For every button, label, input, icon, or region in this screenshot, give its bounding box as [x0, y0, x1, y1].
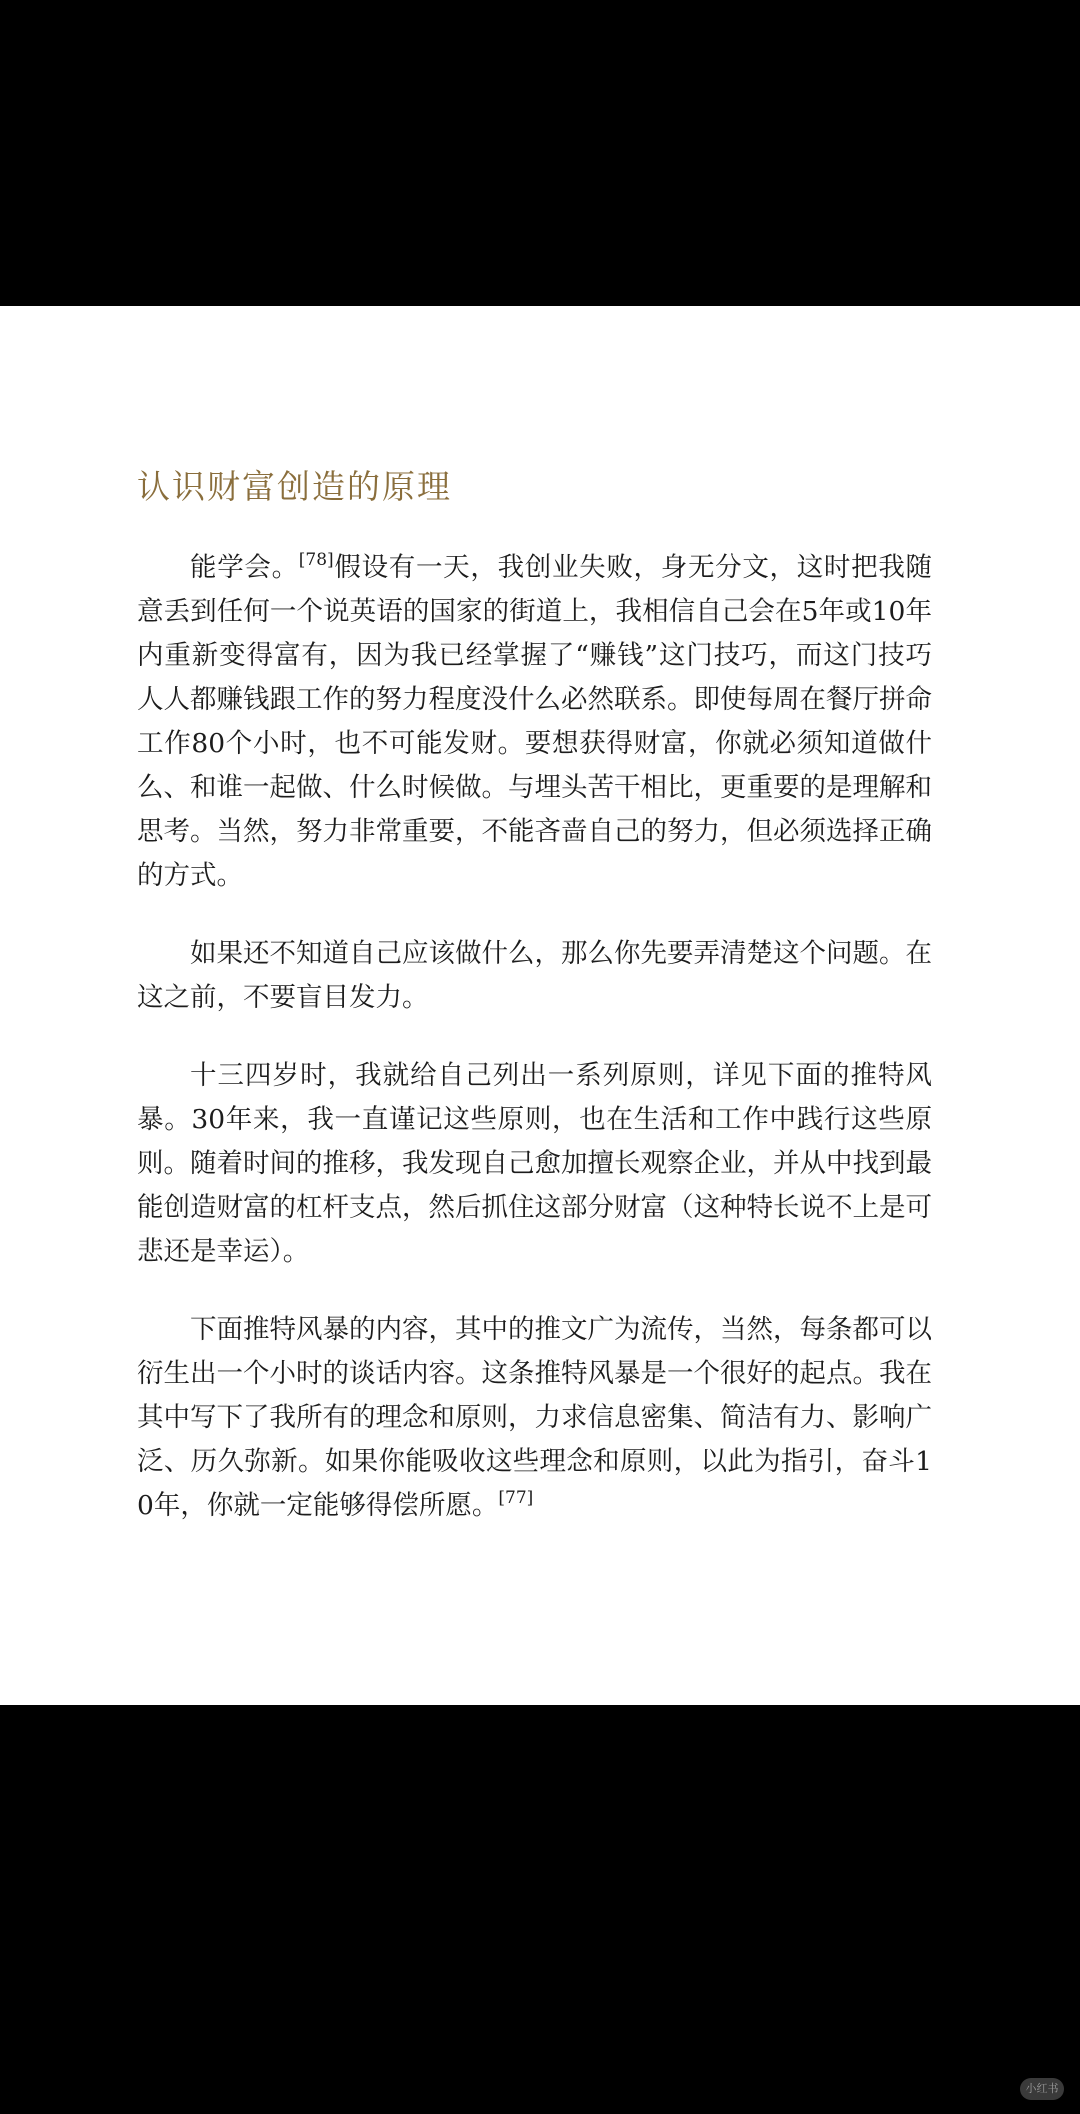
text-run: 假设有一天，我创业失败，身无分文，这时把我随意丢到任何一个说英语的国家的街道上，我相信自己会在5年或10年内重新变得富有，因为我已经掌握了“赚钱”这门技巧，而这门技巧人人都赚钱跟工作的努力程度没什么必然联系。即使每周在餐厅拼命工作80个小时，也不可能发财。要想获得财富，你就必须知道做什么、和谁一起做、什么时候做。与埋头苦干相比，更重要的是理解和思考。当然，努力非常重要，不能吝啬自己的努力，但必须选择正确的方式。: [137, 552, 933, 891]
paragraph-2: [137, 932, 932, 1020]
text-run: 如果还不知道自己应该做什么，那么你先要弄清楚这个问题。在这之前，不要盲目发力。: [137, 938, 932, 1013]
paragraph-3: [137, 1054, 932, 1274]
text-run: 十三四岁时，我就给自己列出一系列原则，详见下面的推特风暴。30年来，我一直谨记这些原则，也在生活和工作中践行这些原则。随着时间的推移，我发现自己愈加擅长观察企业，并从中找到最能创造财富的杠杆支点，然后抓住这部分财富（这种特长说不上是可悲还是幸运）。: [137, 1060, 932, 1267]
text-run: 下面推特风暴的内容，其中的推文广为流传，当然，每条都可以衍生出一个小时的谈话内容。这条推特风暴是一个很好的起点。我在其中写下了我所有的理念和原则，力求信息密集、简洁有力、影响广泛、历久弥新。如果你能吸收这些理念和原则，以此为指引，奋斗10年，你就一定能够得偿所愿。: [137, 1314, 932, 1521]
body-text: [137, 546, 932, 1562]
paragraph-4: [137, 1308, 932, 1528]
text-run: 能学会。: [190, 552, 299, 583]
book-page: [0, 306, 1080, 1705]
paragraph-1: [137, 546, 932, 898]
top-black-bar: [0, 0, 1080, 306]
bottom-black-bar: [0, 1705, 1080, 2114]
section-heading: 认识财富创造的原理: [137, 467, 452, 506]
footnote-ref-78[interactable]: [78]: [298, 550, 334, 570]
footnote-ref-77[interactable]: [77]: [498, 1488, 534, 1508]
watermark-badge: 小红书: [1020, 2078, 1064, 2100]
